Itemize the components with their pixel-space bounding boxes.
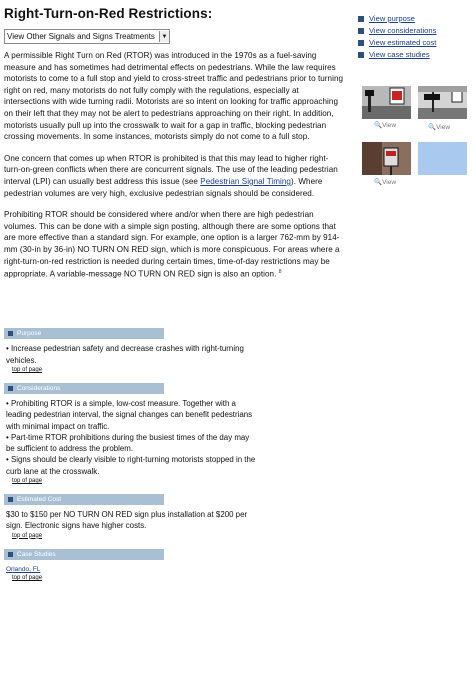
footnote-link[interactable]: 8 [278, 269, 282, 276]
sidebar-links [358, 13, 470, 61]
thumbnail-caption[interactable]: 🔍View [428, 124, 451, 131]
top-of-page-link[interactable]: top of page [12, 366, 43, 373]
photo-thumbnail[interactable] [362, 86, 411, 119]
considerations-item: • Prohibiting RTOR is a simple, low-cost measure. Together with a leading pedestrian interval, the signal changes can benefit pedestrians with minimal impact on traffic. [6, 398, 253, 431]
paragraph-prohibiting [4, 209, 344, 280]
paragraph-intro: A permissible Right Turn on Red (RTOR) was introduced in the 1970s as a fuel-saving measure and has sometimes had detrimental effects on pedestrians. While the law requires motorists to come to a full stop and yield to cross-street traffic and pedestrians prior to turning right on red, many motorists do not fully comply with the regulations, especially at intersections with wide turning radii. Motorists are so intent on looking for traffic approaching on their left that they may not be alert to pedestrians approaching on their right. In addition, motorists usually pull up into the crosswalk to wait for a gap in traffic, blocking pedestrian crossing movements. In some instances, motorists simply do not come to a full stop. [4, 51, 344, 142]
sidebar-item-cases[interactable] [358, 49, 470, 61]
top-of-page-link[interactable]: top of page [12, 532, 43, 539]
considerations-body [4, 398, 256, 477]
treatments-dropdown[interactable] [4, 29, 170, 44]
sidebar-link-label[interactable]: View estimated cost [369, 38, 437, 47]
considerations-heading-label: Considerations [17, 384, 61, 392]
paragraph-concern-tail: ). Where pedestrian volumes are very high, exclusive pedestrian signals should be considered. [4, 176, 323, 198]
sidebar-link-label[interactable]: View case studies [369, 50, 430, 59]
cost-heading-label: Estimated Cost [17, 496, 62, 504]
sidebar-item-purpose[interactable] [358, 13, 470, 25]
thumbnail-caption-label: View [436, 124, 451, 131]
purpose-section [4, 328, 344, 373]
photo-thumbnail[interactable] [418, 86, 467, 119]
cases-heading [4, 549, 164, 560]
page-title: Right-Turn-on-Red Restrictions: [4, 6, 213, 21]
square-icon [8, 552, 13, 557]
sidebar-link-label[interactable]: View purpose [369, 14, 415, 23]
cost-body: $30 to $150 per NO TURN ON RED sign plus installation at $200 per sign. Electronic signs have higher costs. [6, 510, 248, 531]
square-icon [358, 16, 364, 22]
chevron-down-icon: ▼ [159, 31, 169, 42]
paragraph-prohibiting-text: Prohibiting RTOR should be considered where and/or when there are high pedestrian volumes. This can be done with a simple sign posting, although there are some options that are more effective than a standard sign. For example, one option is a larger 762-mm by 914-mm (30-in by 36-in) NO TURN ON RED sign, which is more conspicuous. For areas where a right-turn-on-red restriction is needed during certain times, time-of-day restrictions may be appropriate. A variable-message NO TURN ON RED sign is also an option. [4, 210, 340, 279]
case-study-link[interactable]: Orlando, FL [6, 565, 41, 573]
thumbnail-caption[interactable]: 🔍View [374, 122, 397, 129]
sidebar-item-considerations[interactable] [358, 25, 470, 37]
considerations-item: • Signs should be clearly visible to right-turning motorists stopped in the curb lane at the crosswalk. [6, 455, 256, 476]
photo-thumbnail-placeholder[interactable] [418, 142, 467, 175]
photo-thumbnail[interactable] [362, 142, 411, 175]
thumbnail-caption-label: View [382, 179, 397, 186]
top-of-page-link[interactable]: top of page [12, 478, 43, 485]
main-content [4, 6, 344, 591]
considerations-section [4, 383, 344, 484]
purpose-heading-label: Purpose [17, 330, 42, 338]
cases-body [4, 563, 256, 575]
pedestrian-signal-timing-link[interactable]: Pedestrian Signal Timing [200, 176, 291, 186]
cases-heading-label: Case Studies [17, 550, 56, 558]
square-icon [8, 331, 13, 336]
sidebar-item-cost[interactable] [358, 37, 470, 49]
top-of-page-link[interactable]: top of page [12, 574, 43, 581]
paragraph-concern-text: One concern that comes up when RTOR is prohibited is that this may lead to higher right-turn-on-green conflicts when there are concurrent signals. The use of the leading pedestrian interval (LPI) can usually best address this issue (see [4, 153, 338, 186]
dropdown-value: View Other Signals and Signs Treatments [7, 32, 155, 41]
sidebar-link-label[interactable]: View considerations [369, 26, 437, 35]
square-icon [358, 40, 364, 46]
square-icon [8, 386, 13, 391]
square-icon [8, 497, 13, 502]
paragraph-concern [4, 153, 344, 199]
purpose-body: • Increase pedestrian safety and decrease crashes with right-turning vehicles. [6, 344, 244, 365]
square-icon [358, 52, 364, 58]
square-icon [358, 28, 364, 34]
cases-section [4, 549, 344, 581]
purpose-heading [4, 328, 164, 339]
considerations-heading [4, 383, 164, 394]
cost-heading [4, 494, 164, 505]
sidebar [358, 13, 470, 61]
cost-section [4, 494, 344, 539]
thumbnail-caption-label: View [382, 122, 397, 129]
thumbnail-caption[interactable]: 🔍View [374, 179, 397, 186]
considerations-item: • Part-time RTOR prohibitions during the busiest times of the day may be sufficient to address the problem. [6, 432, 250, 454]
